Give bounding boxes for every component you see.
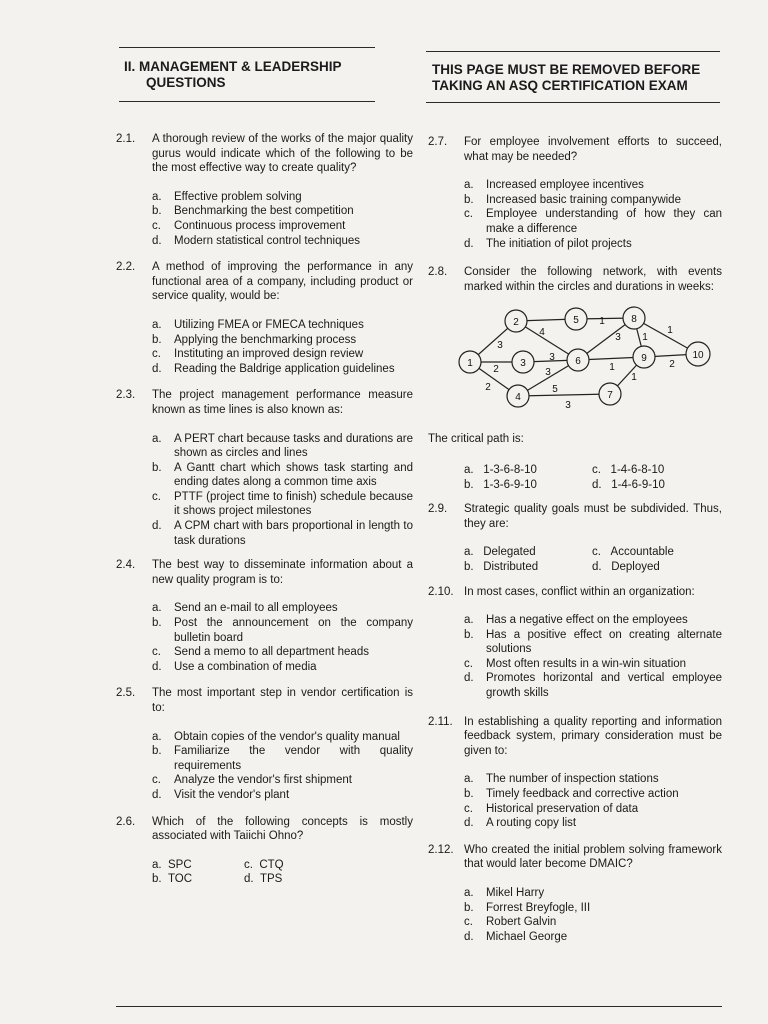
node-label: 5 — [573, 315, 579, 327]
question-text: The most important step in vendor certification is to: — [152, 687, 413, 714]
duration-label: 1 — [642, 332, 648, 344]
duration-label: 2 — [493, 364, 499, 376]
option: d. The initiation of pilot projects — [464, 237, 632, 250]
option: d. Modern statistical control techniques — [152, 234, 361, 247]
option: b. Familiarize the vendor with quality requirements — [152, 745, 413, 772]
duration-label: 3 — [549, 352, 555, 364]
duration-label: 1 — [609, 362, 615, 374]
option-row: b. Distributed d. Deployed — [464, 560, 660, 573]
question-2-7 — [428, 135, 722, 164]
removal-notice — [432, 62, 722, 94]
question-2-10 — [428, 585, 722, 600]
node-label: 3 — [520, 358, 526, 370]
question-text: The project management performance measure known as time lines is also known as: — [152, 389, 413, 416]
duration-label: 1 — [667, 325, 673, 337]
question-text: For employee involvement efforts to succeed, what may be needed? — [464, 136, 722, 163]
option: a. Utilizing FMEA or FMECA techniques — [152, 318, 364, 331]
question-number: 2.5. — [116, 687, 136, 700]
option: b. A Gantt chart which shows task starting and ending dates along a common time axis — [152, 461, 413, 489]
options-2-3 — [116, 432, 413, 549]
options-2-5 — [116, 730, 413, 803]
section-title-line2: QUESTIONS — [146, 75, 226, 90]
question-number: 2.6. — [116, 815, 136, 828]
header-rule-left-bottom — [119, 101, 375, 102]
node-label: 9 — [641, 353, 647, 365]
header-rule-right-bottom — [426, 102, 720, 103]
question-text: Who created the initial problem solving framework that would later become DMAIC? — [464, 843, 722, 871]
removal-notice-line1: THIS PAGE MUST BE REMOVED BEFORE — [432, 62, 701, 77]
duration-label: 4 — [539, 327, 545, 339]
header-rule-left-top — [119, 47, 375, 48]
question-2-5 — [116, 686, 413, 715]
question-number: 2.3. — [116, 389, 136, 402]
question-2-4 — [116, 558, 413, 587]
question-number: 2.10. — [428, 585, 454, 598]
node-label: 10 — [692, 350, 704, 362]
option: b. Benchmarking the best competition — [152, 205, 354, 218]
options-2-12 — [428, 886, 722, 944]
option: a. A PERT chart because tasks and durations are shown as circles and lines — [152, 432, 413, 460]
network-layer — [459, 307, 710, 411]
duration-label: 3 — [615, 332, 621, 344]
options-2-2 — [116, 318, 413, 376]
duration-label: 3 — [545, 367, 551, 379]
option: c. Robert Galvin — [464, 916, 557, 929]
node-label: 7 — [607, 390, 613, 402]
duration-label: 2 — [669, 359, 675, 371]
option: d. Promotes horizontal and vertical employee growth skills — [464, 672, 722, 700]
footer-rule — [116, 1006, 722, 1007]
option: a. Obtain copies of the vendor's quality manual — [152, 730, 400, 743]
node-label: 2 — [513, 317, 519, 329]
option-row: a. 1-3-6-8-10 c. 1-4-6-8-10 — [464, 463, 665, 476]
question-number: 2.2. — [116, 261, 136, 274]
removal-notice-line2: TAKING AN ASQ CERTIFICATION EXAM — [432, 78, 688, 93]
option-row: a. SPC c. CTQ — [152, 858, 284, 871]
edge-4-7 — [518, 394, 610, 396]
question-number: 2.11. — [428, 715, 453, 728]
question-number: 2.9. — [428, 503, 448, 516]
option-row: b. TOC d. TPS — [152, 873, 283, 886]
option: d. Visit the vendor's plant — [152, 788, 290, 801]
question-2-9 — [428, 502, 722, 531]
question-2-8 — [428, 265, 722, 294]
critical-path-label: The critical path is: — [428, 433, 524, 446]
node-label: 6 — [575, 356, 581, 368]
option: d. A routing copy list — [464, 817, 577, 830]
question-2-11 — [428, 715, 722, 759]
question-text: Which of the following concepts is mostly associated with Taiichi Ohno? — [152, 815, 413, 843]
question-number: 2.4. — [116, 559, 136, 572]
option: b. Forrest Breyfogle, III — [464, 901, 591, 914]
option: a. The number of inspection stations — [464, 773, 659, 786]
duration-label: 5 — [552, 384, 558, 396]
node-label: 4 — [515, 392, 521, 404]
options-2-7 — [428, 178, 722, 251]
section-title-line1: II. MANAGEMENT & LEADERSHIP — [124, 59, 342, 74]
duration-label: 1 — [599, 316, 605, 328]
option: d. Use a combination of media — [152, 660, 317, 673]
options-2-6 — [116, 858, 413, 887]
options-2-4 — [116, 601, 413, 674]
question-text: In establishing a quality reporting and information feedback system, primary consideration must be given to: — [464, 715, 722, 757]
option-row: b. 1-3-6-9-10 d. 1-4-6-9-10 — [464, 478, 665, 491]
question-text: In most cases, conflict within an organization: — [464, 585, 695, 598]
right-column — [428, 135, 722, 944]
option: d. Michael George — [464, 930, 568, 943]
options-2-1 — [116, 190, 413, 248]
option: a. Send an e-mail to all employees — [152, 602, 338, 615]
question-text: Consider the following network, with events marked within the circles and durations in weeks: — [464, 266, 722, 293]
network-diagram — [428, 298, 722, 428]
duration-label: 1 — [631, 372, 637, 384]
question-number: 2.7. — [428, 136, 448, 148]
option: c. Send a memo to all department heads — [152, 646, 369, 659]
option: c. PTTF (project time to finish) schedule because it shows project milestones — [152, 490, 413, 518]
option: b. Timely feedback and corrective action — [464, 788, 679, 801]
option: a. Effective problem solving — [152, 190, 302, 203]
option: a. Increased employee incentives — [464, 179, 644, 192]
option: a. Has a negative effect on the employees — [464, 614, 688, 627]
options-2-11 — [428, 772, 722, 830]
question-text: A thorough review of the works of the major quality gurus would indicate which of the following to be the most effective way to create quality? — [152, 133, 413, 175]
question-number: 2.8. — [428, 266, 448, 279]
options-2-9 — [428, 545, 722, 574]
node-label: 8 — [631, 314, 637, 326]
question-text: Strategic quality goals must be subdivided. Thus, they are: — [464, 503, 722, 530]
question-2-12 — [428, 843, 722, 872]
question-2-2 — [116, 260, 413, 304]
option: b. Increased basic training companywide — [464, 193, 681, 206]
options-2-10 — [428, 613, 722, 701]
option: b. Has a positive effect on creating alternate solutions — [464, 628, 722, 656]
question-text: A method of improving the performance in any functional area of a company, including product or service quality, would be: — [152, 261, 413, 303]
duration-label: 3 — [497, 340, 503, 352]
option-row: a. Delegated c. Accountable — [464, 546, 674, 559]
header-rule-right-top — [426, 51, 720, 52]
network-nodes — [459, 307, 710, 407]
question-text: The best way to disseminate information about a new quality program is to: — [152, 559, 413, 586]
options-2-8 — [428, 463, 722, 492]
question-2-3 — [116, 388, 413, 417]
question-number: 2.1. — [116, 133, 136, 145]
option: a. Mikel Harry — [464, 887, 545, 899]
section-title — [124, 59, 374, 91]
option: c. Most often results in a win-win situation — [464, 657, 687, 670]
option: d. Reading the Baldrige application guidelines — [152, 362, 395, 375]
option: c. Historical preservation of data — [464, 802, 639, 815]
question-number: 2.12. — [428, 843, 454, 856]
option: b. Post the announcement on the company bulletin board — [152, 617, 413, 644]
duration-label: 2 — [485, 382, 491, 394]
option: c. Instituting an improved design review — [152, 348, 364, 361]
option: d. A CPM chart with bars proportional in length to task durations — [152, 520, 413, 547]
duration-label: 3 — [565, 400, 571, 412]
option: c. Analyze the vendor's first shipment — [152, 774, 352, 787]
question-2-6 — [116, 815, 413, 844]
option: c. Continuous process improvement — [152, 219, 346, 232]
option: b. Applying the benchmarking process — [152, 333, 357, 346]
question-2-1 — [116, 132, 413, 176]
option: c. Employee understanding of how they can make a difference — [464, 208, 722, 235]
node-label: 1 — [467, 358, 473, 370]
left-column — [116, 132, 413, 887]
